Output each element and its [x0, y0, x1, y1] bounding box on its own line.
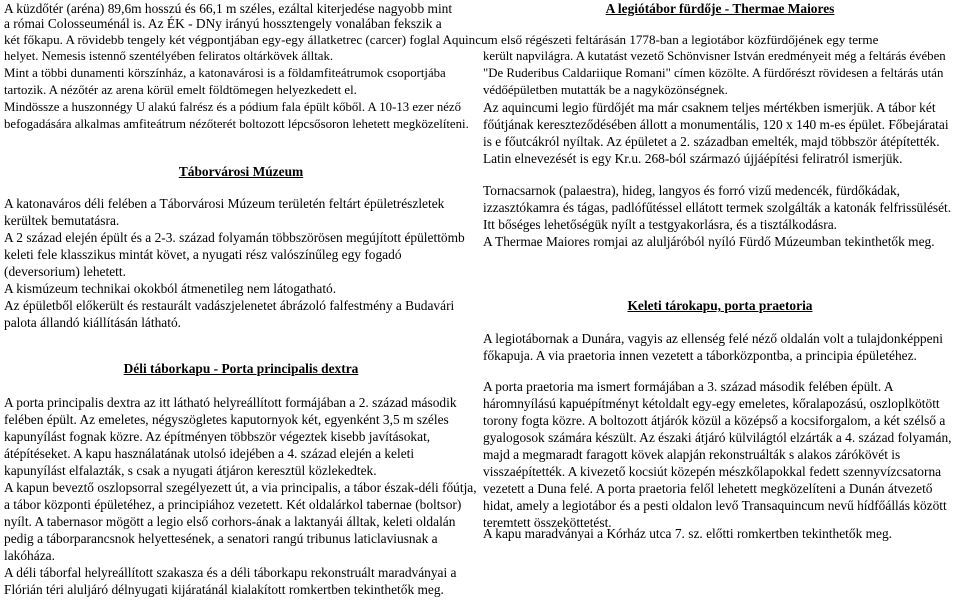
museum-paragraph-2: A 2 század elején épült és a 2-3. század folyamán többszörösen megújított épülettömb keleti fele klasszikus mintát követ, a nyugati rész valószínűleg egy fogadó (deversorium) lehetett. [4, 230, 465, 279]
east-gate-paragraph-1: A legiotábornak a Dunára, vagyis az ellenség felé néző oldalán volt a tulajdonképpeni főkapuja. A via praetoria innen vezetett a táborközpontba, a principia épületéhez. [483, 331, 943, 363]
south-gate-paragraph-2: A kapun beveztő oszlopsorral szegélyezett út, a via principalis, a tábor észak-déli főútja, a tábor központi épületéhez, a principiához vezetett. Két oldalárkol tabernae (boltsor) nyílt. A tabernasor mögött a legio első corhors-ának a laktanyái álltak, keleti oldalán pedig a táborparancsnok helyettesének, a senatori rangú tribunus laticlaviusnak a lakóháza. [4, 480, 477, 563]
east-gate-paragraph-3: A kapu maradványai a Kórház utca 7. sz. előtti romkertben tekinthetők meg. [483, 526, 893, 541]
east-gate-paragraph-2: A porta praetoria ma ismert formájában a 3. század második felében épült. A háromnyílású kapuépítményt kétoldalt egy-egy emeletes, kőralapozású, oszloplkötött torony fogta közre. A boltozott átjárók közül a középső a kocsiforgalom, a két szélső a gyalogosok számára készült. Az északi átjáró külvilágtól elzárták a 4. század folyamán, majd a megmaradt faragott kövek alapján rekonstruálták s alakos zárókövét is visszaépítették. A kivezető kocsiút közepén mészkőlapokkal fedett szennyvízcsatorna vezetett a Duna felé. A porta praetoria felől lehetett megközelíteni a Dunán átvezető hidat, amely a legiotábor és a pesti oldalon levő Transaquincum nevű hídfőállás között teremtett összeköttetést. [483, 379, 952, 530]
text-arena-line-2: a római Colosseuménál is. Az ÉK - DNy irányú hossztengely vonalában fekszik a [4, 16, 442, 31]
bath-paragraph-2: Az aquincumi legio fürdőjét ma már csaknem teljes mértékben ismerjük. A tábor két főútjának kereszteződésében állott a monumentális, 120 x 140 m-es épület. Főbejáratai is e főutcákról nyíltak. Az épületet a 2. században emelték, majd többször átépítették. Latin elnevezését is egy Kr.u. 268-ból származó újjáépítési feliratról ismerjük. [483, 100, 949, 166]
bath-paragraph-4: A Thermae Maiores romjai az aluljáróból nyíló Fürdő Múzeumban tekinthetők meg. [483, 234, 935, 249]
text-arena-line-3: két főkapu. A rövidebb tengely két végpontjában egy-egy állatketrec (carcer) foglal Aquincum első régészeti feltárásán 1778-ban a legiotábor közfürdőjének egy terme [4, 32, 879, 47]
museum-paragraph-3: A kismúzeum technikai okokból átmenetileg nem látogatható. [4, 281, 337, 296]
bath-paragraph-3: Tornacsarnok (palaestra), hideg, langyos és forró vizű medencék, fürdőkádak, izzasztókamra és tágas, padlófűtéssel ellátott termek szolgálták a katonák felfrissülését. Itt bőséges lehetőségük nyílt a testgyakorlásra, és a tisztálkodásra. [483, 183, 952, 232]
museum-paragraph-4: Az épületből előkerült és restaurált vadászjelenetet ábrázoló falfestmény a Budavári palota állandó kiállításán látható. [4, 298, 455, 330]
amphitheatre-paragraph-1: helyet. Nemesis istennő szentélyében feliratos oltárkövek álltak. [4, 49, 334, 63]
bath-paragraph-1: került napvilágra. A kutatást vezető Schönvisner István eredményeit még a feltárás évében "De Ruderibus Caldariique Romani" címen közölte. A fürdőrészt rövidesen a feltárás után védőépületben mutatták be a nagyközönségnek. [483, 49, 946, 97]
amphitheatre-paragraph-3: Mindössze a huszonnégy U alakú falrész és a pódium fala épült kőből. A 10-13 ezer néző befogadására alkalmas amfiteátrum nézőterét boltozott lépcsősoron lehetett megközelíteni. [4, 100, 469, 131]
south-gate-paragraph-1: A porta principalis dextra az itt látható helyreállított formájában a 2. század második felében épült. Az emeletes, négyszögletes kaputornyok két, egyenként 3,5 m széles kapunyílást fognak közre. Az építményen többször végeztek kisebb javításokat, átépítéseket. A kapu használatának utolsó idejében a 4. század elején a keleti kapunyílást elfalazták, s csak a nyugati átjáron keresztül közlekedtek. [4, 395, 457, 478]
amphitheatre-paragraph-2: Mint a többi dunamenti körszínház, a katonavárosi is a földamfiteátrumok csoportjába tartozik. A nézőtér az arena körül emelt földtömegen helyezkedett el. [4, 66, 446, 97]
museum-paragraph-1: A katonaváros déli felében a Táborvárosi Múzeum területén feltárt épületrészletek kerültek bemutatásra. [4, 196, 445, 228]
south-gate-paragraph-3: A déli táborfal helyreállított szakasza és a déli táborkapu rekonstruált maradványai a Flórián téri aluljáró délnyugati kijáratánál kialakított romkertben tekinthetők meg. [4, 565, 457, 597]
east-gate-heading: Keleti tárokapu, porta praetoria [627, 298, 813, 313]
bath-heading: A legiótábor fürdője - Thermae Maiores [605, 1, 835, 16]
south-gate-heading: Déli táborkapu - Porta principalis dextra [123, 361, 359, 376]
museum-heading: Táborvárosi Múzeum [178, 164, 304, 179]
text-arena-line-1: A küzdőtér (aréna) 89,6m hosszú és 66,1 m széles, ezáltal kiterjedése nagyobb mint [4, 1, 453, 16]
